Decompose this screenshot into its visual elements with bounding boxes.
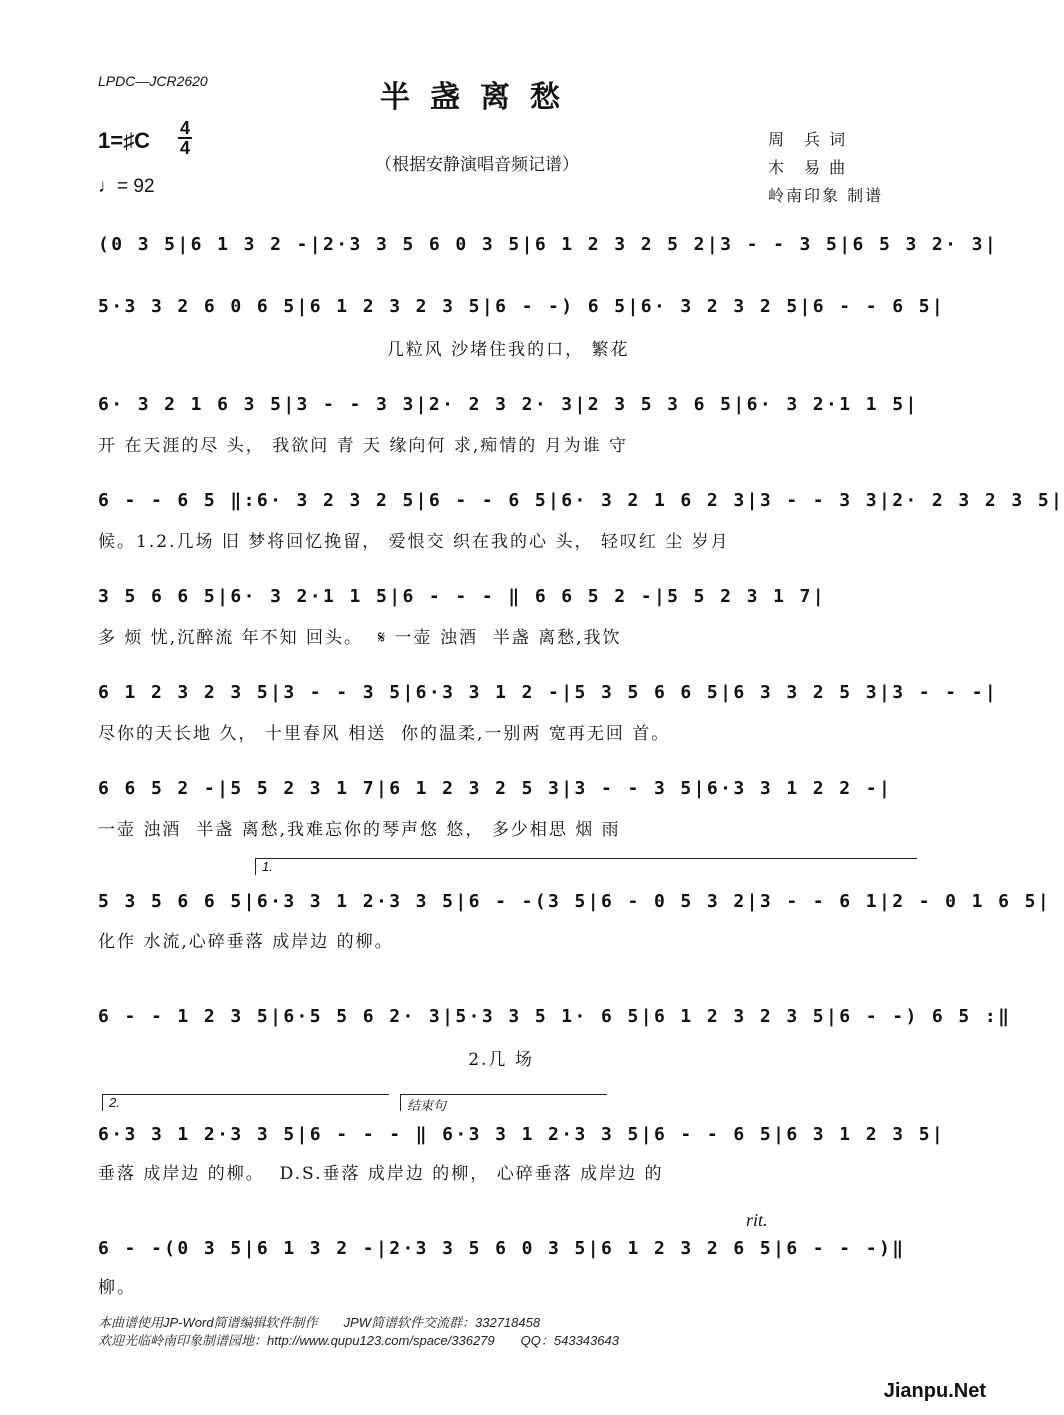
lyric-row-1 — [98, 264, 910, 292]
score-code: LPDC—JCR2620 — [98, 73, 208, 89]
score-subtitle: （根据安静演唱音频记谱） — [375, 155, 579, 175]
lyric-row-6: 尽你的天长地 久， 十里春风 相送 你的温柔,一别两 宽再无回 首。 — [98, 724, 671, 744]
lyric-row-4: 候。1.2.几场 旧 梦将回忆挽留， 爱恨交 织在我的心 头， 轻叹红 尘 岁月 — [98, 532, 730, 552]
lyricist-credit: 周 兵 词 — [768, 130, 848, 149]
second-ending-bracket: 2. — [102, 1094, 389, 1111]
lyric-row-10: 垂落 成岸边 的柳。 D.S.垂落 成岸边 的柳， 心碎垂落 成岸边 的 — [98, 1164, 664, 1184]
lyric-row-7: 一壶 浊酒 半盏 离愁,我难忘你的琴声悠 悠， 多少相思 烟 雨 — [98, 820, 621, 840]
site-watermark: Jianpu.Net — [883, 1380, 986, 1402]
ritardando-marking: rit. — [746, 1210, 768, 1230]
notation-row-11: 6 - -(0 3 5|6 1 3 2 -|2·3 3 5 6 0 3 5|6 1 2 3 2 6 5|6 - - -)‖ — [98, 1238, 906, 1259]
notation-row-10: 6·3 3 1 2·3 3 5|6 - - - ‖ 6·3 3 1 2·3 3 5|6 - - 6 5|6 3 1 2 3 5| — [98, 1124, 946, 1145]
composer-credit: 木 易 曲 — [768, 158, 848, 177]
first-ending-bracket: 1. — [255, 858, 917, 875]
key-signature: 1=♯C — [98, 128, 150, 153]
lyric-row-9: 2.几 场 — [98, 1050, 534, 1070]
song-title: 半盏离愁 — [380, 80, 580, 115]
notation-row-7: 6 6 5 2 -|5 5 2 3 1 7|6 1 2 3 2 5 3|3 - - 3 5|6·3 3 1 2 2 -| — [98, 778, 893, 799]
time-signature — [178, 119, 192, 157]
coda-bracket: 结束句 — [400, 1094, 607, 1111]
lyric-row-3: 开 在天涯的尽 头， 我欲问 青 天 缘向何 求,痴情的 月为谁 守 — [98, 436, 629, 456]
lyric-row-8: 化作 水流,心碎垂落 成岸边 的柳。 — [98, 932, 394, 952]
lyric-row-2: 几粒风 沙堵住我的口， 繁花 — [98, 340, 630, 360]
notation-row-1: (0 3 5|6 1 3 2 -|2·3 3 5 6 0 3 5|6 1 2 3 2 5 2|3 - - 3 5|6 5 3 2· 3| — [98, 234, 999, 255]
footer-line-1: 本曲谱使用JP-Word简谱编辑软件制作 JPW简谱软件交流群：332718458 — [98, 1315, 541, 1330]
notation-row-9: 6 - - 1 2 3 5|6·5 5 6 2· 3|5·3 3 5 1· 6 5|6 1 2 3 2 3 5|6 - -) 6 5 :‖ — [98, 1006, 1012, 1027]
arranger-credit: 岭南印象 制谱 — [768, 186, 884, 205]
notation-row-6: 6 1 2 3 2 3 5|3 - - 3 5|6·3 3 1 2 -|5 3 5 6 6 5|6 3 3 2 5 3|3 - - -| — [98, 682, 999, 703]
notation-row-5: 3 5 6 6 5|6· 3 2·1 1 5|6 - - - ‖ 6 6 5 2 -|5 5 2 3 1 7| — [98, 586, 827, 607]
notation-row-2: 5·3 3 2 6 0 6 5|6 1 2 3 2 3 5|6 - -) 6 5|6· 3 2 3 2 5|6 - - 6 5| — [98, 296, 946, 317]
notation-row-3: 6· 3 2 1 6 3 5|3 - - 3 3|2· 2 3 2· 3|2 3 5 3 6 5|6· 3 2·1 1 5| — [98, 394, 919, 415]
meter-bottom: 4 — [179, 138, 190, 158]
meter-top: 4 — [179, 118, 190, 138]
notation-row-8: 5 3 5 6 6 5|6·3 3 1 2·3 3 5|6 - -(3 5|6 - 0 5 3 2|3 - - 6 1|2 - 0 1 6 5| — [98, 891, 1052, 912]
lyric-row-11: 柳。 — [98, 1278, 136, 1298]
notation-row-4: 6 - - 6 5 ‖:6· 3 2 3 2 5|6 - - 6 5|6· 3 2 1 6 2 3|3 - - 3 3|2· 2 3 2 3 5| — [98, 490, 1064, 511]
footer-line-2: 欢迎光临岭南印象制谱园地：http://www.qupu123.com/space/336279 QQ：543343643 — [98, 1333, 619, 1348]
tempo-marking: ♩= 92 — [98, 176, 155, 197]
lyric-row-5: 多 烦 忧,沉醉流 年不知 回头。 𝄋 一壶 浊酒 半盏 离愁,我饮 — [98, 628, 622, 648]
